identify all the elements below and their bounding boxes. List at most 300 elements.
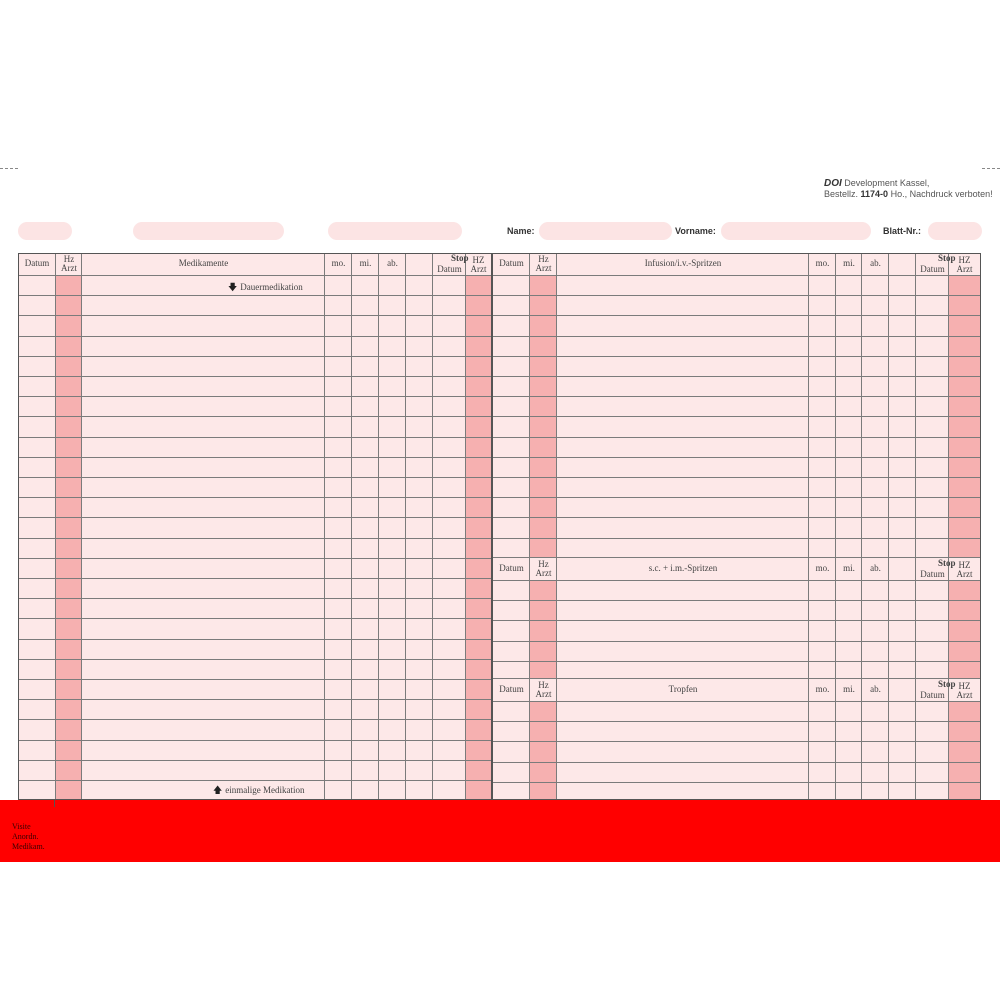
medication-cell[interactable]: [325, 579, 352, 599]
tropfen-cell[interactable]: [916, 783, 949, 800]
sc-im-cell[interactable]: [862, 662, 889, 679]
medication-cell[interactable]: [56, 276, 82, 296]
infusion-cell[interactable]: [557, 296, 809, 316]
tropfen-cell[interactable]: [949, 722, 981, 742]
sc-im-cell[interactable]: [557, 601, 809, 621]
infusion-cell[interactable]: [557, 498, 809, 518]
medication-cell[interactable]: [56, 518, 82, 539]
sc-im-cell[interactable]: [916, 642, 949, 662]
infusion-cell[interactable]: [862, 498, 889, 518]
medication-cell[interactable]: [82, 417, 325, 438]
tropfen-cell[interactable]: [862, 702, 889, 722]
medication-cell[interactable]: [56, 660, 82, 680]
medication-cell[interactable]: [82, 458, 325, 478]
infusion-cell[interactable]: [493, 438, 530, 458]
medication-cell[interactable]: [406, 337, 433, 357]
medication-cell[interactable]: [18, 781, 56, 800]
medication-cell[interactable]: [352, 438, 379, 458]
medication-cell[interactable]: [325, 741, 352, 761]
infusion-cell[interactable]: [809, 296, 836, 316]
infusion-cell[interactable]: [862, 458, 889, 478]
medication-cell[interactable]: [352, 276, 379, 296]
medication-cell[interactable]: [325, 599, 352, 619]
tropfen-cell[interactable]: [557, 702, 809, 722]
infusion-cell[interactable]: [949, 397, 981, 417]
infusion-cell[interactable]: [530, 498, 557, 518]
medication-cell[interactable]: [352, 720, 379, 741]
medication-cell[interactable]: [56, 478, 82, 498]
infusion-cell[interactable]: [916, 478, 949, 498]
sc-im-cell[interactable]: [809, 642, 836, 662]
infusion-cell[interactable]: [889, 397, 916, 417]
medication-cell[interactable]: [466, 599, 492, 619]
medication-cell[interactable]: [406, 498, 433, 518]
medication-cell[interactable]: [325, 720, 352, 741]
medication-cell[interactable]: [325, 518, 352, 539]
sc-im-cell[interactable]: [862, 601, 889, 621]
tropfen-cell[interactable]: [916, 702, 949, 722]
medication-cell[interactable]: [18, 417, 56, 438]
tropfen-cell[interactable]: [809, 763, 836, 783]
medication-cell[interactable]: [325, 458, 352, 478]
medication-cell[interactable]: [56, 438, 82, 458]
medication-cell[interactable]: [466, 357, 492, 377]
medication-cell[interactable]: [466, 700, 492, 720]
medication-cell[interactable]: [379, 539, 406, 559]
infusion-cell[interactable]: [530, 276, 557, 296]
medication-cell[interactable]: [433, 316, 466, 337]
tropfen-cell[interactable]: [889, 763, 916, 783]
medication-cell[interactable]: [406, 438, 433, 458]
medication-cell[interactable]: [466, 498, 492, 518]
medication-cell[interactable]: [406, 458, 433, 478]
infusion-cell[interactable]: [530, 357, 557, 377]
medication-cell[interactable]: [406, 619, 433, 640]
medication-cell[interactable]: [56, 781, 82, 800]
infusion-cell[interactable]: [836, 478, 862, 498]
sc-im-cell[interactable]: [493, 581, 530, 601]
infusion-cell[interactable]: [862, 377, 889, 397]
tropfen-cell[interactable]: [493, 702, 530, 722]
infusion-cell[interactable]: [889, 296, 916, 316]
medication-cell[interactable]: [18, 458, 56, 478]
infusion-cell[interactable]: [862, 417, 889, 438]
infusion-cell[interactable]: [916, 417, 949, 438]
tropfen-cell[interactable]: [530, 722, 557, 742]
medication-cell[interactable]: [352, 660, 379, 680]
sc-im-cell[interactable]: [889, 621, 916, 642]
tropfen-cell[interactable]: [889, 702, 916, 722]
infusion-cell[interactable]: [557, 539, 809, 558]
medication-cell[interactable]: [466, 579, 492, 599]
tropfen-cell[interactable]: [809, 722, 836, 742]
infusion-cell[interactable]: [836, 498, 862, 518]
infusion-cell[interactable]: [889, 377, 916, 397]
medication-cell[interactable]: [56, 337, 82, 357]
medication-cell[interactable]: [379, 619, 406, 640]
medication-cell[interactable]: [433, 640, 466, 660]
medication-cell[interactable]: [379, 680, 406, 700]
sc-im-cell[interactable]: [557, 662, 809, 679]
medication-cell[interactable]: [56, 619, 82, 640]
infusion-cell[interactable]: [949, 337, 981, 357]
infusion-cell[interactable]: [530, 458, 557, 478]
medication-cell[interactable]: [433, 539, 466, 559]
tropfen-cell[interactable]: [809, 783, 836, 800]
medication-cell[interactable]: [18, 720, 56, 741]
medication-cell[interactable]: [379, 579, 406, 599]
infusion-cell[interactable]: [809, 276, 836, 296]
medication-cell[interactable]: [433, 720, 466, 741]
infusion-cell[interactable]: [809, 478, 836, 498]
medication-cell[interactable]: [379, 276, 406, 296]
medication-cell[interactable]: [466, 377, 492, 397]
tropfen-cell[interactable]: [809, 702, 836, 722]
tropfen-cell[interactable]: [889, 783, 916, 800]
tropfen-cell[interactable]: [836, 702, 862, 722]
sc-im-cell[interactable]: [949, 601, 981, 621]
sc-im-cell[interactable]: [809, 662, 836, 679]
medication-cell[interactable]: [379, 720, 406, 741]
infusion-cell[interactable]: [889, 498, 916, 518]
medication-cell[interactable]: [466, 660, 492, 680]
tropfen-cell[interactable]: [530, 702, 557, 722]
medication-cell[interactable]: [82, 296, 325, 316]
medication-cell[interactable]: [325, 276, 352, 296]
medication-cell[interactable]: [82, 761, 325, 781]
medication-cell[interactable]: [352, 619, 379, 640]
blatt-nr-field[interactable]: [928, 222, 982, 240]
medication-cell[interactable]: [352, 781, 379, 800]
sc-im-cell[interactable]: [530, 642, 557, 662]
vorname-field[interactable]: [721, 222, 871, 240]
infusion-cell[interactable]: [889, 316, 916, 337]
infusion-cell[interactable]: [862, 478, 889, 498]
infusion-cell[interactable]: [889, 337, 916, 357]
medication-cell[interactable]: [466, 559, 492, 579]
sc-im-cell[interactable]: [949, 581, 981, 601]
medication-cell[interactable]: [379, 498, 406, 518]
medication-cell[interactable]: [325, 417, 352, 438]
medication-cell[interactable]: [325, 619, 352, 640]
infusion-cell[interactable]: [836, 296, 862, 316]
medication-cell[interactable]: [352, 296, 379, 316]
medication-cell[interactable]: [18, 559, 56, 579]
medication-cell[interactable]: [18, 296, 56, 316]
medication-cell[interactable]: [82, 619, 325, 640]
tropfen-cell[interactable]: [916, 763, 949, 783]
sc-im-cell[interactable]: [557, 642, 809, 662]
sc-im-cell[interactable]: [836, 621, 862, 642]
medication-cell[interactable]: [433, 660, 466, 680]
medication-cell[interactable]: [325, 660, 352, 680]
medication-cell[interactable]: [56, 741, 82, 761]
medication-cell[interactable]: [82, 316, 325, 337]
infusion-cell[interactable]: [889, 357, 916, 377]
medication-cell[interactable]: [82, 559, 325, 579]
medication-cell[interactable]: [82, 337, 325, 357]
infusion-cell[interactable]: [809, 498, 836, 518]
sc-im-cell[interactable]: [809, 601, 836, 621]
medication-cell[interactable]: [56, 316, 82, 337]
medication-cell[interactable]: [433, 741, 466, 761]
medication-cell[interactable]: [352, 478, 379, 498]
infusion-cell[interactable]: [862, 357, 889, 377]
sc-im-cell[interactable]: [949, 642, 981, 662]
medication-cell[interactable]: [56, 559, 82, 579]
tropfen-cell[interactable]: [493, 763, 530, 783]
medication-cell[interactable]: [466, 397, 492, 417]
tropfen-cell[interactable]: [809, 742, 836, 763]
medication-cell[interactable]: [433, 296, 466, 316]
medication-cell[interactable]: [466, 619, 492, 640]
infusion-cell[interactable]: [557, 357, 809, 377]
tropfen-cell[interactable]: [493, 722, 530, 742]
sc-im-cell[interactable]: [862, 621, 889, 642]
medication-cell[interactable]: [379, 397, 406, 417]
infusion-cell[interactable]: [836, 276, 862, 296]
infusion-cell[interactable]: [493, 276, 530, 296]
medication-cell[interactable]: [433, 579, 466, 599]
infusion-cell[interactable]: [493, 337, 530, 357]
medication-cell[interactable]: [82, 660, 325, 680]
medication-cell[interactable]: [352, 377, 379, 397]
medication-cell[interactable]: [82, 478, 325, 498]
medication-cell[interactable]: [433, 417, 466, 438]
infusion-cell[interactable]: [493, 377, 530, 397]
infusion-cell[interactable]: [949, 417, 981, 438]
medication-cell[interactable]: [406, 680, 433, 700]
medication-cell[interactable]: [379, 781, 406, 800]
infusion-cell[interactable]: [862, 438, 889, 458]
medication-cell[interactable]: [18, 518, 56, 539]
sc-im-cell[interactable]: [809, 581, 836, 601]
medication-cell[interactable]: [379, 357, 406, 377]
header-field-3[interactable]: [328, 222, 462, 240]
medication-cell[interactable]: [82, 640, 325, 660]
medication-cell[interactable]: [352, 458, 379, 478]
medication-cell[interactable]: [352, 498, 379, 518]
sc-im-cell[interactable]: [530, 621, 557, 642]
sc-im-cell[interactable]: [889, 662, 916, 679]
medication-cell[interactable]: [352, 680, 379, 700]
infusion-cell[interactable]: [862, 276, 889, 296]
medication-cell[interactable]: [433, 680, 466, 700]
medication-cell[interactable]: [18, 337, 56, 357]
medication-cell[interactable]: [352, 539, 379, 559]
infusion-cell[interactable]: [809, 397, 836, 417]
medication-cell[interactable]: [379, 316, 406, 337]
infusion-cell[interactable]: [862, 296, 889, 316]
infusion-cell[interactable]: [889, 276, 916, 296]
medication-cell[interactable]: [325, 397, 352, 417]
medication-cell[interactable]: [466, 417, 492, 438]
medication-cell[interactable]: [82, 397, 325, 417]
medication-cell[interactable]: [325, 377, 352, 397]
medication-cell[interactable]: [433, 276, 466, 296]
medication-cell[interactable]: [433, 761, 466, 781]
infusion-cell[interactable]: [809, 539, 836, 558]
sc-im-cell[interactable]: [916, 581, 949, 601]
infusion-cell[interactable]: [493, 397, 530, 417]
medication-cell[interactable]: [82, 498, 325, 518]
infusion-cell[interactable]: [949, 316, 981, 337]
tropfen-cell[interactable]: [530, 742, 557, 763]
infusion-cell[interactable]: [949, 438, 981, 458]
infusion-cell[interactable]: [836, 397, 862, 417]
medication-cell[interactable]: [56, 357, 82, 377]
medication-cell[interactable]: [18, 478, 56, 498]
medication-cell[interactable]: [18, 397, 56, 417]
infusion-cell[interactable]: [493, 539, 530, 558]
tropfen-cell[interactable]: [862, 763, 889, 783]
tropfen-cell[interactable]: [949, 702, 981, 722]
infusion-cell[interactable]: [949, 539, 981, 558]
infusion-cell[interactable]: [809, 438, 836, 458]
infusion-cell[interactable]: [809, 316, 836, 337]
medication-cell[interactable]: [466, 781, 492, 800]
medication-cell[interactable]: [406, 377, 433, 397]
infusion-cell[interactable]: [862, 518, 889, 539]
infusion-cell[interactable]: [493, 296, 530, 316]
sc-im-cell[interactable]: [493, 662, 530, 679]
sc-im-cell[interactable]: [836, 581, 862, 601]
infusion-cell[interactable]: [862, 397, 889, 417]
medication-cell[interactable]: [82, 518, 325, 539]
medication-cell[interactable]: [379, 417, 406, 438]
infusion-cell[interactable]: [949, 458, 981, 478]
medication-cell[interactable]: [352, 417, 379, 438]
tropfen-cell[interactable]: [916, 742, 949, 763]
medication-cell[interactable]: [325, 498, 352, 518]
medication-cell[interactable]: [82, 357, 325, 377]
medication-cell[interactable]: [466, 337, 492, 357]
tropfen-cell[interactable]: [862, 722, 889, 742]
medication-cell[interactable]: [56, 640, 82, 660]
medication-cell[interactable]: [406, 417, 433, 438]
medication-cell[interactable]: [433, 518, 466, 539]
tropfen-cell[interactable]: [836, 763, 862, 783]
infusion-cell[interactable]: [916, 357, 949, 377]
medication-cell[interactable]: [433, 599, 466, 619]
medication-cell[interactable]: [352, 640, 379, 660]
medication-cell[interactable]: [466, 640, 492, 660]
infusion-cell[interactable]: [530, 337, 557, 357]
medication-cell[interactable]: [379, 518, 406, 539]
medication-cell[interactable]: [325, 337, 352, 357]
medication-cell[interactable]: [433, 377, 466, 397]
infusion-cell[interactable]: [949, 518, 981, 539]
infusion-cell[interactable]: [916, 539, 949, 558]
tropfen-cell[interactable]: [493, 742, 530, 763]
tropfen-cell[interactable]: [530, 763, 557, 783]
medication-cell[interactable]: [406, 316, 433, 337]
medication-cell[interactable]: [466, 518, 492, 539]
sc-im-cell[interactable]: [862, 642, 889, 662]
medication-cell[interactable]: [433, 559, 466, 579]
medication-cell[interactable]: [379, 377, 406, 397]
medication-cell[interactable]: [379, 478, 406, 498]
medication-cell[interactable]: [18, 599, 56, 619]
tropfen-cell[interactable]: [836, 783, 862, 800]
sc-im-cell[interactable]: [530, 662, 557, 679]
medication-cell[interactable]: [406, 660, 433, 680]
medication-cell[interactable]: [18, 316, 56, 337]
medication-cell[interactable]: [352, 357, 379, 377]
header-field-1[interactable]: [18, 222, 72, 240]
tropfen-cell[interactable]: [836, 722, 862, 742]
tropfen-cell[interactable]: [862, 783, 889, 800]
infusion-cell[interactable]: [530, 539, 557, 558]
medication-cell[interactable]: [406, 761, 433, 781]
infusion-cell[interactable]: [557, 417, 809, 438]
medication-cell[interactable]: [406, 640, 433, 660]
medication-cell[interactable]: [325, 680, 352, 700]
infusion-cell[interactable]: [530, 397, 557, 417]
medication-cell[interactable]: [406, 397, 433, 417]
sc-im-cell[interactable]: [809, 621, 836, 642]
infusion-cell[interactable]: [493, 357, 530, 377]
infusion-cell[interactable]: [493, 518, 530, 539]
sc-im-cell[interactable]: [557, 621, 809, 642]
medication-cell[interactable]: [56, 539, 82, 559]
medication-cell[interactable]: [18, 539, 56, 559]
medication-cell[interactable]: [325, 539, 352, 559]
medication-cell[interactable]: [325, 781, 352, 800]
medication-cell[interactable]: [433, 700, 466, 720]
medication-cell[interactable]: [379, 640, 406, 660]
medication-cell[interactable]: [18, 377, 56, 397]
medication-cell[interactable]: [352, 397, 379, 417]
infusion-cell[interactable]: [949, 357, 981, 377]
medication-cell[interactable]: [82, 438, 325, 458]
sc-im-cell[interactable]: [889, 642, 916, 662]
sc-im-cell[interactable]: [493, 642, 530, 662]
medication-cell[interactable]: [352, 579, 379, 599]
medication-cell[interactable]: [18, 579, 56, 599]
medication-cell[interactable]: [379, 559, 406, 579]
medication-cell[interactable]: [433, 397, 466, 417]
medication-cell[interactable]: [379, 741, 406, 761]
medication-cell[interactable]: [352, 559, 379, 579]
infusion-cell[interactable]: [809, 377, 836, 397]
infusion-cell[interactable]: [949, 478, 981, 498]
medication-cell[interactable]: [466, 276, 492, 296]
medication-cell[interactable]: [379, 700, 406, 720]
infusion-cell[interactable]: [836, 417, 862, 438]
medication-cell[interactable]: [379, 296, 406, 316]
medication-cell[interactable]: [325, 438, 352, 458]
infusion-cell[interactable]: [916, 438, 949, 458]
medication-cell[interactable]: [325, 478, 352, 498]
infusion-cell[interactable]: [916, 316, 949, 337]
infusion-cell[interactable]: [493, 458, 530, 478]
name-field[interactable]: [539, 222, 672, 240]
infusion-cell[interactable]: [493, 417, 530, 438]
tropfen-cell[interactable]: [530, 783, 557, 800]
infusion-cell[interactable]: [916, 397, 949, 417]
sc-im-cell[interactable]: [889, 581, 916, 601]
medication-cell[interactable]: [406, 276, 433, 296]
medication-cell[interactable]: [82, 377, 325, 397]
sc-im-cell[interactable]: [493, 601, 530, 621]
medication-cell[interactable]: [82, 599, 325, 619]
tropfen-cell[interactable]: [862, 742, 889, 763]
medication-cell[interactable]: [18, 357, 56, 377]
medication-cell[interactable]: [352, 700, 379, 720]
medication-cell[interactable]: [406, 559, 433, 579]
tropfen-cell[interactable]: [889, 742, 916, 763]
